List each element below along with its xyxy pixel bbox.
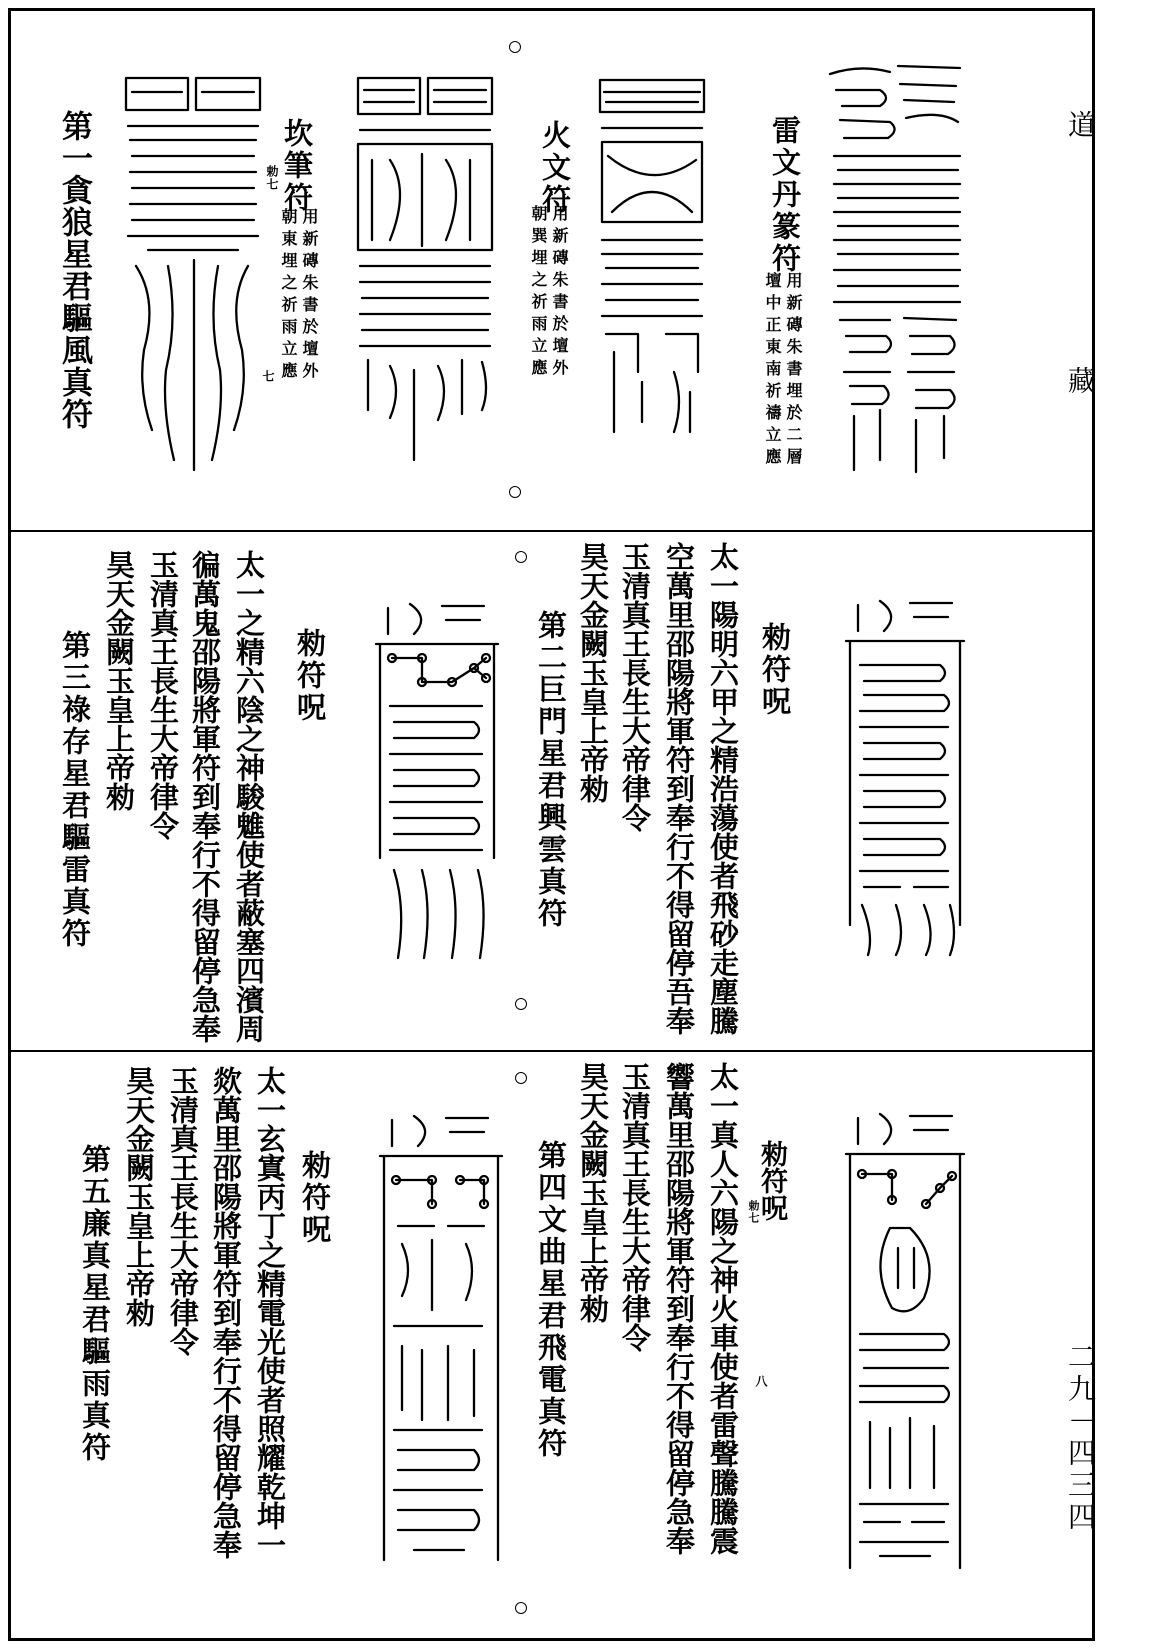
section-divider-2 bbox=[8, 1050, 1095, 1052]
page-number: 二九－四三四 bbox=[1064, 1342, 1097, 1534]
spell1-title: 勑符呪 bbox=[758, 622, 792, 718]
spell4-line-2: 欻萬里邵陽將軍符到奉行不得留停急奉 bbox=[209, 1066, 243, 1559]
spell4-line-3: 玉清真王長生大帝律令 bbox=[166, 1066, 200, 1356]
binding-hole-icon bbox=[509, 486, 521, 498]
spell1-line-2: 空萬里邵陽將軍符到奉行不得留停吾奉 bbox=[662, 542, 696, 1035]
spell3-line-3: 玉清真王長生大帝律令 bbox=[618, 1062, 652, 1352]
fu3-note-b: 朝東埋之祈雨立應 bbox=[279, 208, 298, 384]
heading-jumen: 第二巨門星君興雲真符 bbox=[534, 610, 568, 930]
fu3-title: 坎筆符 bbox=[280, 118, 314, 214]
spell1-line-4: 昊天金闕玉皇上帝勑 bbox=[576, 542, 610, 803]
fu1-title: 雷文丹篆符 bbox=[768, 115, 802, 275]
spell3-line-4: 昊天金闕玉皇上帝勑 bbox=[576, 1062, 610, 1323]
binding-hole-icon bbox=[509, 41, 521, 53]
fu2-note-a: 用新磚朱書於壇外 bbox=[550, 205, 569, 381]
spell1-line-1: 太一陽明六甲之精浩蕩使者飛砂走塵騰 bbox=[706, 542, 740, 1035]
spell3-title: 勑符呪 bbox=[756, 1140, 787, 1221]
fu2-title: 火文符 bbox=[538, 120, 572, 216]
heading-lianzhen: 第五廉真星君驅雨真符 bbox=[78, 1144, 112, 1464]
spell2-line-1: 太一之精六陰之神駿魋使者蔽塞四濱周 bbox=[232, 550, 266, 1043]
binding-hole-icon bbox=[515, 1602, 527, 1614]
spell2-line-3: 玉清真王長生大帝律令 bbox=[146, 550, 180, 840]
binding-hole-icon bbox=[515, 551, 527, 563]
spell3-mark: 勅七 bbox=[747, 1200, 760, 1224]
spell3-line-1: 太一真人六陽之神火車使者雷聲騰騰震 bbox=[706, 1062, 740, 1555]
section-divider-1 bbox=[8, 530, 1095, 532]
spell3-line-2: 響萬里邵陽將軍符到奉行不得留停急奉 bbox=[662, 1062, 696, 1555]
jumen-talisman-icon bbox=[840, 595, 970, 965]
leiwen-talisman-icon bbox=[820, 60, 970, 480]
huowen-talisman-icon bbox=[592, 72, 712, 442]
fu1-note-a: 用新磚朱書埋於二層 bbox=[784, 272, 803, 470]
binding-hole-icon bbox=[515, 998, 527, 1010]
huowen-script-talisman-icon bbox=[350, 70, 500, 470]
collection-title: 道 藏 bbox=[1064, 110, 1097, 494]
wenqu-talisman-icon bbox=[840, 1108, 970, 1588]
fu3-mark-a: 勅七 bbox=[265, 165, 279, 191]
fu3-mark-b: 七 bbox=[261, 370, 275, 388]
fu2-note-b: 朝巽埋之祈雨立應 bbox=[529, 205, 548, 381]
heading-tanlang: 第一貪狼星君驅風真符 bbox=[56, 110, 92, 430]
lianzhen-talisman-icon bbox=[374, 1110, 509, 1580]
heading-lucun: 第三祿存星君驅雷真符 bbox=[58, 630, 92, 950]
binding-hole-icon bbox=[515, 1072, 527, 1084]
spell3-mark-2: 八 bbox=[754, 1375, 768, 1393]
spell4-line-4: 昊天金闕玉皇上帝勑 bbox=[122, 1066, 156, 1327]
spell2-line-2: 徧萬鬼邵陽將軍符到奉行不得留停急奉 bbox=[188, 550, 222, 1043]
tanlang-talisman-icon bbox=[118, 70, 268, 480]
fu3-note-a: 用新磚朱書於壇外 bbox=[300, 208, 319, 384]
spell2-line-4: 昊天金闕玉皇上帝勑 bbox=[102, 550, 136, 811]
heading-wenqu: 第四文曲星君飛電真符 bbox=[534, 1140, 568, 1460]
spell4-line-1: 太一玄寘丙丁之精電光使者照耀乾坤一 bbox=[253, 1066, 287, 1559]
fu1-note-b: 壇中正東南祈禱立應 bbox=[763, 272, 782, 470]
spell2-title: 勑符呪 bbox=[293, 628, 327, 724]
spell4-title: 勑符呪 bbox=[298, 1150, 332, 1246]
spell1-line-3: 玉清真王長生大帝律令 bbox=[618, 542, 652, 832]
lucun-talisman-icon bbox=[370, 598, 505, 978]
